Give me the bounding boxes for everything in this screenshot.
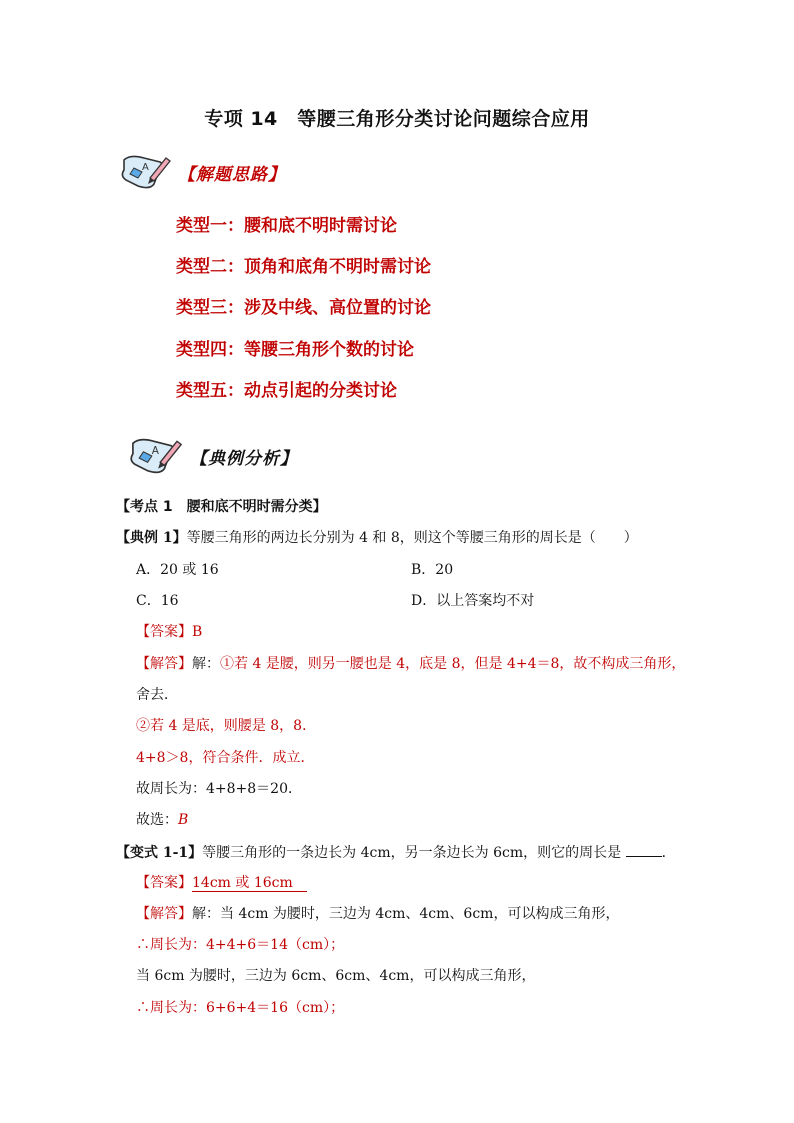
variant-1-solution-line-2: ∴周长为：4+4+6＝14（cm）；: [136, 937, 345, 953]
example-1-solution-line-6: [136, 810, 188, 830]
examples-banner: [128, 436, 298, 476]
choice-answer: B: [178, 812, 189, 828]
option-a: A．20 或 16: [136, 562, 219, 578]
svg-text:A: A: [151, 444, 159, 457]
type-item-3: 类型三：涉及中线、高位置的讨论: [176, 298, 431, 318]
solution-prefix: 解：: [192, 656, 220, 672]
solution-prefix: 解：: [192, 906, 220, 922]
variant-1-end: ．: [661, 845, 676, 861]
answer-value: B: [192, 624, 203, 640]
ideas-banner: [120, 152, 286, 192]
option-c: C．16: [136, 593, 179, 609]
example-1-solution-line-5: 故周长为：4+8+8＝20．: [136, 781, 302, 797]
answer-label: 【答案】: [136, 624, 192, 640]
variant-1-label: 【变式 1-1】: [116, 845, 203, 861]
example-1-solution-line-3: ②若 4 是底，则腰是 8，8．: [136, 718, 317, 734]
page-title: 专项 14 等腰三角形分类讨论问题综合应用: [204, 108, 590, 130]
solution-text: 当 4cm 为腰时，三边为 4cm、4cm、6cm，可以构成三角形，: [220, 906, 620, 922]
variant-1-solution-line-4: ∴周长为：6+6+4＝16（cm）；: [136, 1000, 345, 1016]
solution-text: ①若 4 是腰，则另一腰也是 4，底是 8，但是 4+4＝8，故不构成三角形，: [220, 656, 686, 672]
solution-label: 【解答】: [136, 656, 192, 672]
type-item-1: 类型一：腰和底不明时需讨论: [176, 216, 397, 236]
example-1-text: 等腰三角形的两边长分别为 4 和 8，则这个等腰三角形的周长是（ ）: [186, 530, 638, 546]
type-item-2: 类型二：顶角和底角不明时需讨论: [176, 257, 431, 277]
variant-1-text: 等腰三角形的一条边长为 4cm，另一条边长为 6cm，则它的周长是: [202, 845, 622, 861]
variant-1-answer: [136, 873, 307, 893]
option-d: D．以上答案均不对: [411, 593, 535, 609]
paper-pencil-icon: [120, 152, 172, 192]
example-1-solution-line-4: 4+8＞8，符合条件．成立．: [136, 750, 315, 766]
example-1-solution-line-2: 舍去．: [136, 687, 178, 703]
kaodian-1-heading: 【考点 1 腰和底不明时需分类】: [116, 499, 327, 515]
variant-1-solution-line-3: 当 6cm 为腰时，三边为 6cm、6cm、4cm，可以构成三角形，: [136, 968, 536, 984]
example-1-answer: [136, 622, 202, 642]
variant-1-question: [116, 842, 676, 863]
type-item-5: 类型五：动点引起的分类讨论: [176, 381, 397, 401]
ideas-banner-label: 【解题思路】: [178, 164, 286, 185]
variant-1-solution-line-1: [136, 904, 619, 924]
paper-pencil-icon: [128, 435, 184, 477]
examples-banner-label: 【典例分析】: [190, 448, 298, 469]
svg-text:A: A: [142, 162, 149, 173]
example-1-question: [116, 528, 638, 548]
example-1-label: 【典例 1】: [116, 530, 187, 546]
solution-label: 【解答】: [136, 906, 192, 922]
answer-blank: [626, 842, 662, 857]
type-item-4: 类型四：等腰三角形个数的讨论: [176, 340, 414, 360]
option-b: B．20: [411, 562, 454, 578]
answer-value: 14cm 或 16cm: [192, 875, 307, 892]
answer-label: 【答案】: [136, 875, 192, 891]
choice-prefix: 故选：: [136, 812, 178, 828]
example-1-solution-line-1: [136, 654, 685, 674]
